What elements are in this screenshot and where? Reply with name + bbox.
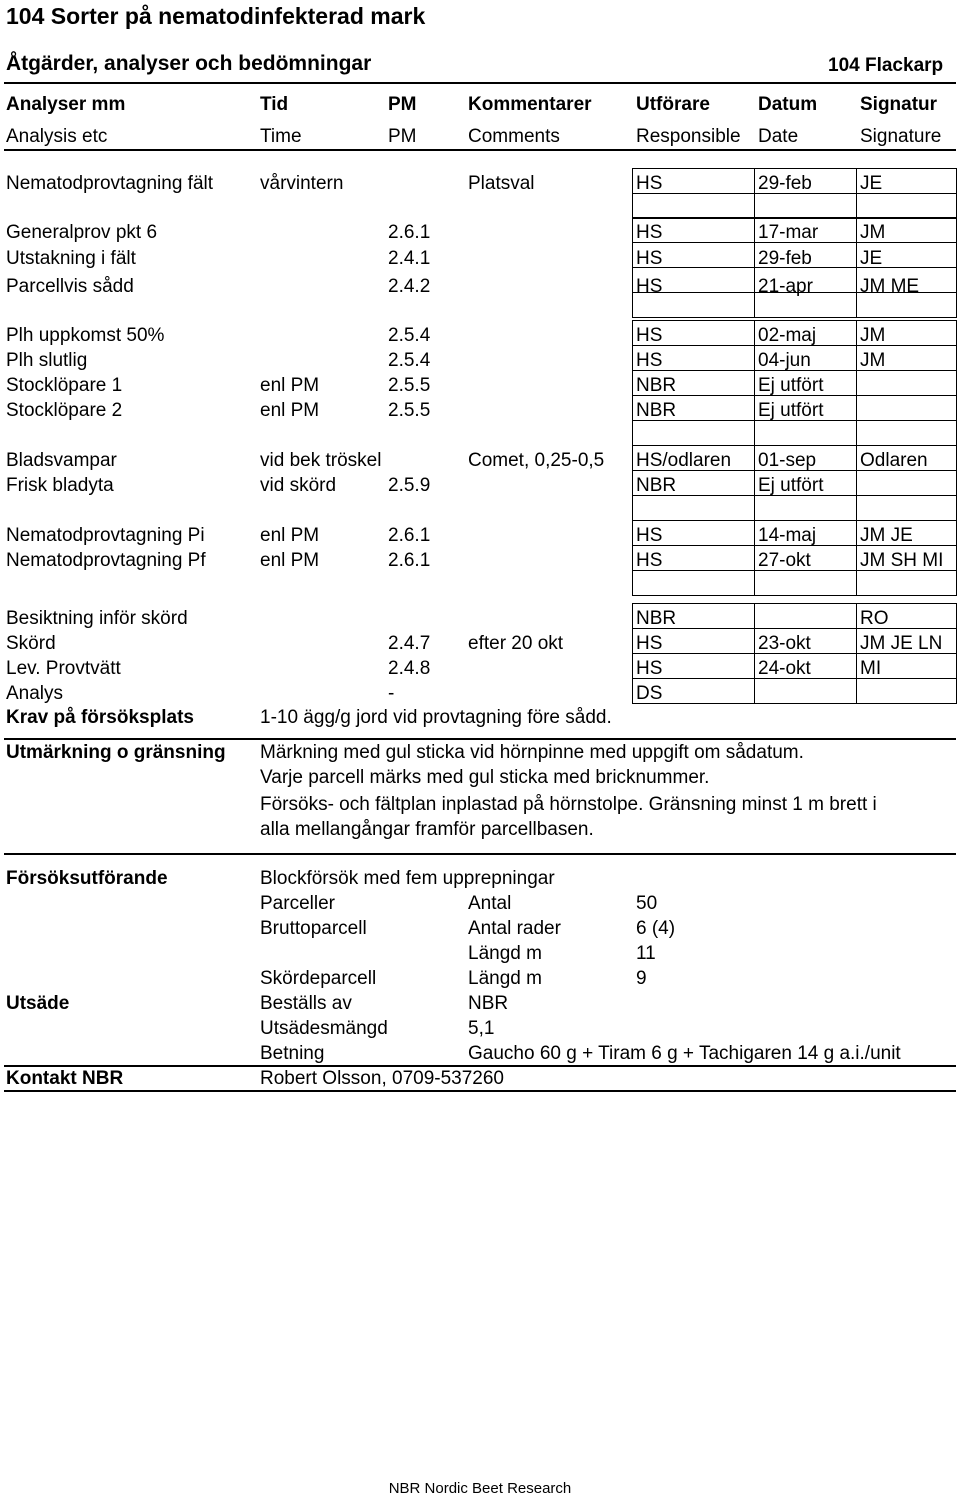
cell-analys: Stocklöpare 2 [6,400,123,421]
cell-utforare: NBR [636,608,677,629]
utsade-item-value: 5,1 [468,1018,495,1039]
grid-cell [856,395,957,421]
cell-signatur: JM JE LN [860,633,943,654]
grid-cell [856,370,957,396]
cell-analys: Besiktning inför skörd [6,608,188,629]
utmarkning-line: Försöks- och fältplan inplastad på hörnstolpe. Gränsning minst 1 m brett i [260,794,877,815]
cell-pm: 2.6.1 [388,550,431,571]
forsok-item-measure: Längd m [468,943,542,964]
grid-cell [856,420,957,446]
krav-label: Krav på försöksplats [6,707,194,728]
cell-analys: Nematodprovtagning Pi [6,525,205,546]
cell-utforare: HS [636,658,663,679]
cell-pm: 2.6.1 [388,525,431,546]
cell-utforare: HS/odlaren [636,450,732,471]
cell-tid: vid bek tröskel [260,450,382,471]
cell-pm: 2.5.4 [388,350,431,371]
header-sv-tid: Tid [260,94,289,115]
grid-cell [856,470,957,496]
cell-datum: Ej utfört [758,400,824,421]
header-rule-bottom [4,149,956,151]
cell-pm: 2.4.8 [388,658,431,679]
utmarkning-label: Utmärkning o gränsning [6,742,226,763]
cell-analys: Bladsvampar [6,450,117,471]
cell-signatur: JM [860,325,886,346]
grid-cell [856,678,957,704]
cell-utforare: HS [636,325,663,346]
cell-tid: enl PM [260,375,320,396]
cell-signatur: JE [860,248,883,269]
cell-analys: Frisk bladyta [6,475,114,496]
cell-tid: vårvintern [260,173,344,194]
cell-tid: enl PM [260,525,320,546]
cell-pm: 2.5.5 [388,375,431,396]
header-en-pm: PM [388,126,417,147]
utsade-item-label: Utsädesmängd [260,1018,388,1039]
cell-utforare: NBR [636,475,677,496]
cell-signatur: MI [860,658,882,679]
utsade-item-label: Betning [260,1043,325,1064]
utmarkning-line: Märkning med gul sticka vid hörnpinne med uppgift om sådatum. [260,742,804,763]
cell-pm: 2.4.7 [388,633,431,654]
krav-rule [4,738,956,740]
cell-datum: 29-feb [758,248,812,269]
cell-datum: 17-mar [758,222,819,243]
cell-utforare: HS [636,222,663,243]
header-en-signature: Signature [860,126,942,147]
cell-signatur: JM JE [860,525,913,546]
forsok-item-measure: Antal rader [468,918,561,939]
cell-pm: 2.4.2 [388,276,431,297]
cell-tid: enl PM [260,550,320,571]
header-sv-pm: PM [388,94,417,115]
forsok-item-measure: Antal [468,893,512,914]
utsade-item-value: Gaucho 60 g + Tiram 6 g + Tachigaren 14 g a.i./unit [468,1043,901,1064]
cell-utforare: NBR [636,375,677,396]
cell-pm: - [388,683,395,704]
forsok-item-value: 6 (4) [636,918,676,939]
cell-analys: Generalprov pkt 6 [6,222,158,243]
header-sv-analyser: Analyser mm [6,94,126,115]
cell-utforare: HS [636,276,663,297]
utsade-item-label: Beställs av [260,993,352,1014]
cell-datum: 23-okt [758,633,811,654]
grid-cell [632,570,755,596]
utsade-label: Utsäde [6,993,70,1014]
cell-utforare: HS [636,633,663,654]
cell-signatur: RO [860,608,889,629]
cell-signatur: JM ME [860,276,920,297]
krav-text: 1-10 ägg/g jord vid provtagning före sådd. [260,707,612,728]
cell-datum: 29-feb [758,173,812,194]
cell-pm: 2.6.1 [388,222,431,243]
grid-cell [754,678,857,704]
cell-analys: Lev. Provtvätt [6,658,121,679]
header-en-comments: Comments [468,126,560,147]
grid-cell [754,420,857,446]
cell-datum: 02-maj [758,325,817,346]
header-rule-top [4,82,956,84]
header-sv-signatur: Signatur [860,94,938,115]
cell-tid: vid skörd [260,475,337,496]
cell-signatur: JM SH MI [860,550,944,571]
cell-utforare: HS [636,525,663,546]
grid-cell [632,193,755,219]
forsok-label: Försöksutförande [6,868,168,889]
forsok-design: Blockförsök med fem upprepningar [260,868,555,889]
cell-datum: 01-sep [758,450,817,471]
forsok-item-measure: Längd m [468,968,542,989]
cell-datum: 21-apr [758,276,813,297]
cell-analys: Nematodprovtagning fält [6,173,214,194]
page-title: 104 Sorter på nematodinfekterad mark [6,3,426,29]
cell-kommentar: Comet, 0,25-0,5 [468,450,605,471]
cell-utforare: HS [636,173,663,194]
cell-analys: Analys [6,683,64,704]
cell-tid: enl PM [260,400,320,421]
cell-analys: Plh slutlig [6,350,88,371]
forsok-item-label: Skördeparcell [260,968,377,989]
header-sv-utforare: Utförare [636,94,710,115]
forsok-item-value: 50 [636,893,658,914]
grid-cell [754,495,857,521]
cell-analys: Parcellvis sådd [6,276,134,297]
cell-signatur: JM [860,350,886,371]
header-en-analysis: Analysis etc [6,126,108,147]
forsok-item-value: 11 [636,943,656,964]
cell-signatur: Odlaren [860,450,928,471]
cell-datum: Ej utfört [758,475,824,496]
utmarkning-rule [4,853,956,855]
header-sv-kommentarer: Kommentarer [468,94,592,115]
cell-analys: Utstakning i fält [6,248,136,269]
grid-cell [632,420,755,446]
grid-cell [632,495,755,521]
utmarkning-line: Varje parcell märks med gul sticka med bricknummer. [260,767,710,788]
cell-analys: Nematodprovtagning Pf [6,550,206,571]
kontakt-value: Robert Olsson, 0709-537260 [260,1068,504,1089]
footer-text: NBR Nordic Beet Research [388,1480,572,1497]
cell-datum: 27-okt [758,550,811,571]
cell-kommentar: efter 20 okt [468,633,564,654]
header-en-time: Time [260,126,302,147]
forsok-item-label: Bruttoparcell [260,918,367,939]
utsade-item-value: NBR [468,993,509,1014]
utsade-rule [4,1065,956,1067]
cell-analys: Plh uppkomst 50% [6,325,165,346]
cell-datum: 04-jun [758,350,811,371]
forsok-item-value: 9 [636,968,647,989]
grid-cell [856,193,957,219]
cell-utforare: HS [636,248,663,269]
page-subtitle: Åtgärder, analyser och bedömningar [6,52,372,75]
cell-pm: 2.5.4 [388,325,431,346]
cell-pm: 2.4.1 [388,248,431,269]
grid-cell [856,495,957,521]
cell-signatur: JM [860,222,886,243]
cell-utforare: NBR [636,400,677,421]
cell-utforare: DS [636,683,663,704]
grid-cell [754,193,857,219]
grid-cell [754,570,857,596]
cell-kommentar: Platsval [468,173,535,194]
cell-analys: Skörd [6,633,56,654]
cell-utforare: HS [636,550,663,571]
header-en-date: Date [758,126,799,147]
location-label: 104 Flackarp [828,55,944,76]
cell-signatur: JE [860,173,883,194]
grid-cell [754,603,857,629]
cell-pm: 2.5.9 [388,475,431,496]
forsok-item-label: Parceller [260,893,335,914]
utmarkning-line: alla mellangångar framför parcellbasen. [260,819,594,840]
header-sv-datum: Datum [758,94,818,115]
cell-pm: 2.5.5 [388,400,431,421]
grid-cell [856,570,957,596]
kontakt-label: Kontakt NBR [6,1068,124,1089]
cell-analys: Stocklöpare 1 [6,375,123,396]
cell-datum: Ej utfört [758,375,824,396]
cell-utforare: HS [636,350,663,371]
kontakt-rule [4,1090,956,1092]
header-en-responsible: Responsible [636,126,741,147]
cell-datum: 14-maj [758,525,817,546]
cell-datum: 24-okt [758,658,811,679]
